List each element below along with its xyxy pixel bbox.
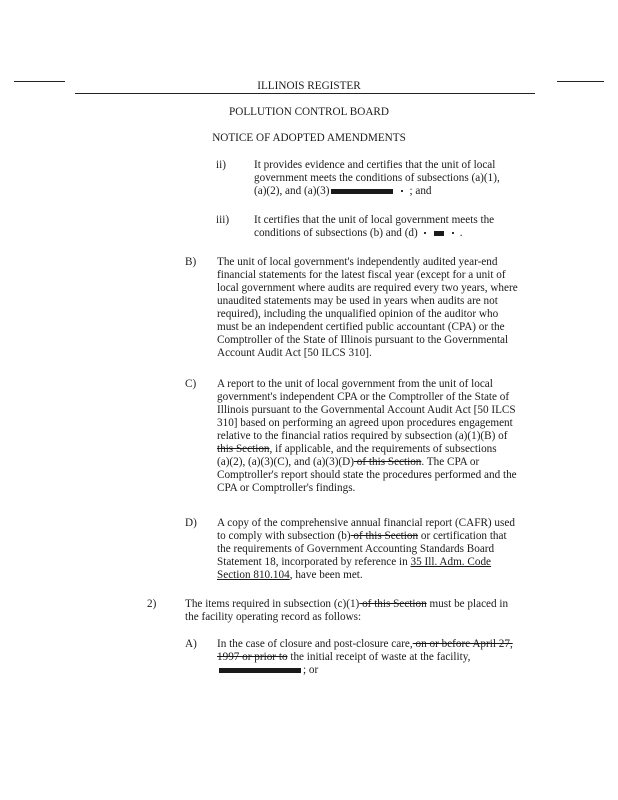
item-B-line: must be an independent certified public accountant (CPA) or the xyxy=(217,321,505,333)
item-B-text xyxy=(217,256,518,360)
item-C-line: (a)(2), (a)(3)(C), and (a)(3)(D) of this Section. The CPA or xyxy=(217,456,480,468)
item-D-text xyxy=(217,517,515,582)
item-B-label: B) xyxy=(185,256,197,268)
deleted-text: of this Section xyxy=(353,456,422,468)
item-C-line: 310] based on performing an agreed upon procedures engagement xyxy=(217,417,513,429)
item-ii-line: (a)(2), and (a)(3) ; and xyxy=(254,185,432,197)
item-B-line: required), including the unqualified opinion of the auditor who xyxy=(217,308,499,320)
item-ii-line: government meets the conditions of subsections (a)(1), xyxy=(254,172,500,184)
item-B-line: Account Audit Act [50 ILCS 310]. xyxy=(217,347,372,359)
item-2-text xyxy=(185,598,508,624)
item-B-line: financial statements for the latest fiscal year (except for a unit of xyxy=(217,269,506,281)
deleted-text: on or before April 27, xyxy=(412,638,513,650)
redaction-mark xyxy=(219,668,301,673)
item-C-line: government's independent CPA or the Comptroller of the State of xyxy=(217,391,510,403)
item-C-label: C) xyxy=(185,378,197,390)
inserted-text: 35 Ill. Adm. Code xyxy=(410,556,492,568)
inserted-text: Section 810.104 xyxy=(217,569,290,581)
item-B-line: The unit of local government's independently audited year-end xyxy=(217,256,498,268)
register-title: ILLINOIS REGISTER xyxy=(257,80,361,92)
deleted-text: this Section xyxy=(217,443,270,455)
board-name: POLLUTION CONTROL BOARD xyxy=(229,106,389,118)
redaction-mark xyxy=(331,189,393,194)
item-ii-label: ii) xyxy=(216,159,226,171)
redaction-speck xyxy=(452,232,454,234)
item-iii-line: conditions of subsections (b) and (d) . xyxy=(254,227,463,239)
header-underline xyxy=(75,93,535,94)
item-iii-text xyxy=(254,214,494,240)
item-B-line: local government where audits are required every two years, where xyxy=(217,282,518,294)
item-2-line: the facility operating record as follows: xyxy=(185,611,362,623)
item-D-line: Section 810.104, have been met. xyxy=(217,569,363,581)
item-ii-text xyxy=(254,159,500,198)
item-D-label: D) xyxy=(185,517,197,529)
redaction-speck xyxy=(424,232,426,234)
deleted-text: 1997 or prior to xyxy=(217,651,288,663)
item-D-line: Statement 18, incorporated by reference in 35 Ill. Adm. Code xyxy=(217,556,492,568)
item-2A-text xyxy=(217,638,513,677)
item-C-line: A report to the unit of local government from the unit of local xyxy=(217,378,493,390)
item-C-line: Illinois pursuant to the Governmental Account Audit Act [50 ILCS xyxy=(217,404,516,416)
item-D-line: the requirements of Government Accounting Standards Board xyxy=(217,543,495,555)
notice-title: NOTICE OF ADOPTED AMENDMENTS xyxy=(212,132,406,144)
item-C-text xyxy=(217,378,517,495)
item-2A-line: 1997 or prior to the initial receipt of waste at the facility, xyxy=(217,651,471,663)
item-C-line: this Section, if applicable, and the requirements of subsections xyxy=(217,443,497,455)
deleted-text: of this Section xyxy=(350,530,419,542)
item-2A-label: A) xyxy=(185,638,197,650)
item-2-line: The items required in subsection (c)(1) of this Section must be placed in xyxy=(185,598,509,610)
item-2A-line: In the case of closure and post-closure care, on or before April 27, xyxy=(217,638,513,650)
redaction-speck xyxy=(401,190,403,192)
item-ii-line: It provides evidence and certifies that the unit of local xyxy=(254,159,496,171)
item-D-line: to comply with subsection (b) of this Section or certification that xyxy=(217,530,507,542)
item-B-line: unaudited statements may be used in years when audits are not xyxy=(217,295,498,307)
item-C-line: Comptroller's report should state the procedures performed and the xyxy=(217,469,517,481)
item-D-line: A copy of the comprehensive annual financial report (CAFR) used xyxy=(217,517,515,529)
item-iii-line: It certifies that the unit of local government meets the xyxy=(254,214,495,226)
redaction-mark xyxy=(434,231,444,236)
item-C-line: relative to the financial ratios required by subsection (a)(1)(B) of xyxy=(217,430,508,442)
deleted-text: of this Section xyxy=(359,598,427,610)
item-2A-line: ; or xyxy=(217,664,513,677)
item-2-label: 2) xyxy=(147,598,157,610)
item-C-line: CPA or Comptroller's findings. xyxy=(217,482,356,494)
item-B-line: Comptroller of the State of Illinois pursuant to the Governmental xyxy=(217,334,509,346)
item-iii-label: iii) xyxy=(216,214,230,226)
